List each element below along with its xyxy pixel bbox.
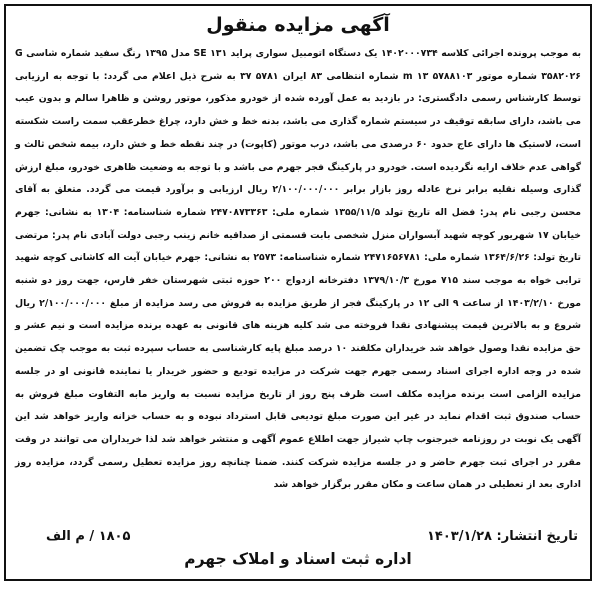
auction-notice xyxy=(4,4,592,581)
notice-code: ۱۸۰۵ / م الف xyxy=(46,529,131,544)
issuing-office: اداره ثبت اسناد و املاک جهرم xyxy=(184,550,412,568)
notice-footer xyxy=(18,526,578,548)
notice-body: به موجب پرونده اجرائی کلاسه ۱۴۰۲۰۰۰۷۳۴ یک دستگاه اتومبیل سواری پراید SE ۱۳۱ مدل ۱۳۹۵ رنگ سفید شماره شاسی G ۳۵۸۲۰۲۶ شماره موتور ۵۷۸۸۱۰۳ m ۱۳ شماره انتظامی ۸۳ ایران ۵۷۸۱ ۳۷ به شرح ذیل اعلام می گردد: با توجه به ارزیابی توسط کارشناس رسمی دادگستری: در بازدید به عمل آورده شده از خودرو مذکور، موتور روشن و ظاهرا سالم و بدون عیب می باشد، دارای سابقه توقیف در سیستم شماره گذاری می باشد، بدنه خط و خش دارد، چراغ خطرعقب سمت راست شکسته است، لاستیک ها دارای عاج حدود ۶۰ درصدی می باشد، درب موتور (کاپوت) در چند نقطه خط و خش دارد، بیمه شخص ثالث و گواهی عدم خلاف ارایه نگردیده است. خودرو در پارکینگ فجر جهرم می باشد و با توجه به وضعیت ظاهری خودرو، مبلغ ارزش گذاری وسیله نقلیه برابر نرخ عادله روز بازار برابر ۲/۱۰۰/۰۰۰/۰۰۰ ریال ارزیابی و برآورد قیمت می گردد. متعلق به آقای محسن رجبی نام پدر: فضل اله تاریخ تولد ۱۳۵۵/۱۱/۵ شماره ملی: ۲۴۷۰۸۷۳۳۶۳ شماره شناسنامه: ۱۳۰۴ به نشانی: جهرم خیابان ۱۷ شهریور کوچه شهید آبسواران منزل شخصی بابت قسمتی از صداقیه خانم زینب رجبی دولت آبادی نام پدر: مرتضی تاریخ تولد: ۱۳۶۴/۶/۲۶ شماره ملی: ۲۴۷۱۶۵۶۷۸۱ شماره شناسنامه: ۲۵۷۳ به نشانی: جهرم خیابان آیت اله کاشانی کوچه شهید ترابی خواه به موجب سند ۷۱۵ مورخ ۱۳۷۹/۱۰/۳ دفترخانه ازدواج ۲۰۰ حوزه ثبتی شهرستان خفر فارس، جهت روز دو شنبه مورخ ۱۴۰۳/۲/۱۰ از ساعت ۹ الی ۱۲ در پارکینگ فجر از طریق مزایده به فروش می رسد مزایده از مبلغ ۲/۱۰۰/۰۰۰/۰۰۰ ریال شروع و به بالاترین قیمت پیشنهادی نقدا فروخته می شد کلیه هزینه های قانونی به عهده برنده مزایده است و نیم عشر و حق مزایده نقدا وصول خواهد شد خریداران مکلفند ۱۰ درصد مبلغ پایه کارشناسی به حساب سپرده ثبت به موجب چک تضمین شده در وجه اداره اجرای اسناد رسمی جهرم جهت شرکت در مزایده تودیع و حضور خریدار یا نماینده قانونی او در جلسه مزایده الزامی است برنده مزایده مکلف است ظرف پنج روز از تاریخ مزایده نسبت به واریز مابه التفاوت مبلغ فروش به حساب صندوق ثبت اقدام نماید در غیر این صورت مبلغ تودیعی قابل استرداد نبوده و به حساب خزانه واریز خواهد شد این آگهی یک نوبت در روزنامه خبرجنوب چاپ شیراز جهت اطلاع عموم آگهی و منتشر خواهد شد لذا خریداران می توانند در وقت مقرر در اجرای ثبت جهرم حاضر و در جلسه مزایده شرکت کنند. ضمنا چنانچه روز مزایده تعطیل رسمی گردد، مزایده روز اداری بعد از تعطیلی در همان ساعت و مکان مقرر برگزار خواهد شد xyxy=(15,48,582,491)
publish-date: تاریخ انتشار: ۱۴۰۳/۱/۲۸ xyxy=(426,529,578,544)
notice-title: آگهی مزایده منقول xyxy=(206,14,390,36)
